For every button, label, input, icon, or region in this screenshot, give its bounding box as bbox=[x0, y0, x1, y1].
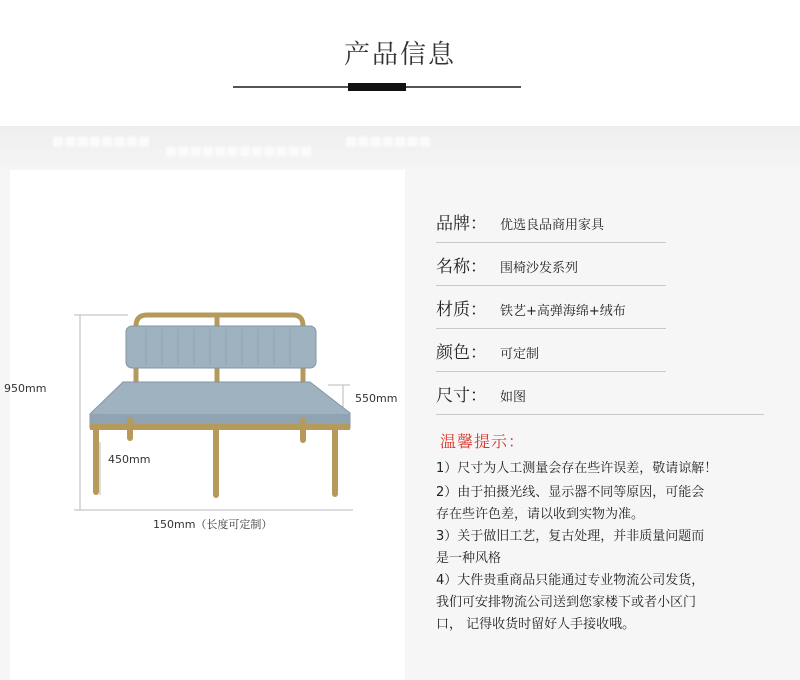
spec-label-color: 颜色： bbox=[436, 343, 487, 363]
tip-line: 我们可安排物流公司送到您家楼下或者小区门 bbox=[436, 595, 697, 610]
depth-dimension-label: 550mm bbox=[355, 392, 398, 405]
title-divider-accent bbox=[348, 83, 406, 91]
faded-banner-strip: ■■■■■■■■ ■■■■■■■■■■■■ ■■■■■■■ bbox=[0, 126, 800, 168]
spec-row-size bbox=[436, 374, 764, 415]
tip-line: 口， 记得收货时留好人手接收哦。 bbox=[436, 617, 636, 632]
spec-label-size: 尺寸： bbox=[436, 386, 487, 406]
sofa-dimension-diagram bbox=[4, 170, 405, 680]
spec-value-size: 如图 bbox=[500, 390, 527, 405]
tip-line: 4）大件贵重商品只能通过专业物流公司发货， bbox=[436, 573, 705, 588]
spec-label-brand: 品牌： bbox=[436, 214, 487, 234]
tip-line: 1）尺寸为人工测量会存在些许误差，敬请谅解！ bbox=[436, 461, 718, 476]
spec-label-name: 名称： bbox=[436, 257, 487, 277]
spec-value-material: 铁艺+高弹海绵+绒布 bbox=[500, 304, 626, 319]
tip-line: 3）关于做旧工艺，复古处理，并非质量问题而 bbox=[436, 529, 705, 544]
width-dimension-label: 150mm（长度可定制） bbox=[153, 518, 273, 531]
spec-value-color: 可定制 bbox=[500, 347, 540, 362]
tip-line: 是一种风格 bbox=[436, 551, 502, 566]
tip-line: 存在些许色差，请以收到实物为准。 bbox=[436, 507, 645, 522]
seat-height-dimension-label: 450mm bbox=[108, 453, 151, 466]
height-dimension-label: 950mm bbox=[4, 382, 47, 395]
spec-row-color bbox=[436, 331, 666, 372]
spec-label-material: 材质： bbox=[436, 300, 487, 320]
spec-row-name bbox=[436, 245, 666, 286]
spec-value-brand: 优选良品商用家具 bbox=[500, 218, 605, 233]
sofa-illustration bbox=[10, 170, 405, 680]
tips-title: 温馨提示： bbox=[440, 432, 526, 451]
spec-row-material bbox=[436, 288, 666, 329]
tip-line: 2）由于拍摄光线、显示器不同等原因，可能会 bbox=[436, 485, 705, 500]
spec-value-name: 围椅沙发系列 bbox=[500, 261, 579, 276]
page-title: 产品信息 bbox=[343, 40, 456, 70]
spec-row-brand bbox=[436, 202, 666, 243]
